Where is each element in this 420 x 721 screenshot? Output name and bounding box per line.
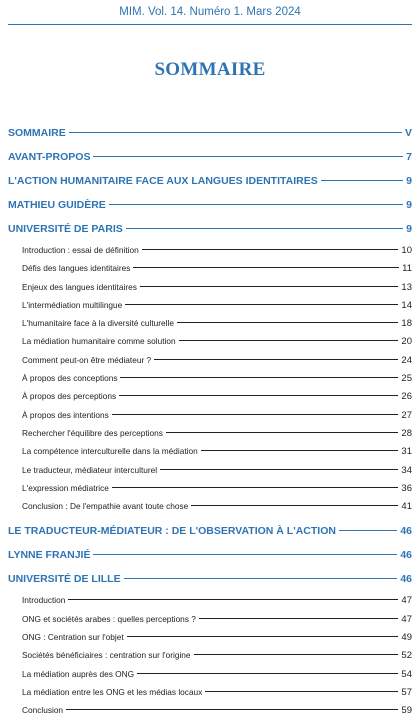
toc-entry-title: L'humanitaire face à la diversité culturelle <box>22 318 174 329</box>
toc-section-entry[interactable] <box>8 519 412 543</box>
toc-page-number: 36 <box>401 482 412 494</box>
toc-leader-line <box>201 450 399 451</box>
toc-leader-line <box>133 267 399 268</box>
toc-page-number: 14 <box>401 299 412 311</box>
toc-subsection-entry[interactable] <box>8 610 412 628</box>
toc-entry-title: Rechercher l'équilibre des perceptions <box>22 427 163 438</box>
toc-page-number: 49 <box>401 632 412 644</box>
toc-page-number: 18 <box>401 318 412 330</box>
toc-leader-line <box>199 618 399 619</box>
journal-header <box>8 0 412 25</box>
toc-section-entry[interactable] <box>8 121 412 145</box>
toc-section-entry[interactable] <box>8 543 412 567</box>
toc-subsection-entry[interactable] <box>8 646 412 664</box>
toc-page-number: 34 <box>401 464 412 476</box>
toc-page-number: 11 <box>402 263 412 275</box>
toc-leader-line <box>339 530 397 531</box>
toc-entry-title: L'intermédiation multilingue <box>22 299 123 310</box>
toc-page-number: 52 <box>401 650 412 662</box>
toc-leader-line <box>126 228 403 229</box>
toc-entry-title: Défis des langues identitaires <box>22 263 131 274</box>
toc-entry-title: À propos des intentions <box>22 409 109 420</box>
toc-entry-title: Enjeux des langues identitaires <box>22 281 137 292</box>
toc-page-number: 47 <box>401 613 412 625</box>
page-title: SOMMAIRE <box>154 59 266 80</box>
toc-subsection-entry[interactable] <box>8 701 412 719</box>
toc-subsection-entry[interactable] <box>8 351 412 369</box>
toc-leader-line <box>140 286 399 287</box>
toc-entry-title: Sociétés bénéficiaires : centration sur l'origine <box>22 650 191 661</box>
toc-entry-title: La compétence interculturelle dans la médiation <box>22 446 198 457</box>
toc-entry-title: Introduction : essai de définition <box>22 245 139 255</box>
toc-leader-line <box>68 599 398 600</box>
toc-leader-line <box>194 654 399 655</box>
toc-entry-title: À propos des perceptions <box>22 391 117 402</box>
toc-entry-title: Conclusion <box>22 705 64 716</box>
toc-leader-line <box>154 359 398 360</box>
toc-entry-title: Conclusion : De l'empathie avant toute chose <box>22 501 189 512</box>
toc-page-number: V <box>404 127 412 139</box>
toc-entry-title: L'expression médiatrice <box>22 482 109 493</box>
toc-page-number: 28 <box>401 427 412 439</box>
toc-leader-line <box>109 204 403 205</box>
toc-page-number: 59 <box>401 705 412 717</box>
toc-page-number: 9 <box>406 199 412 211</box>
toc-page-number: 9 <box>406 175 412 187</box>
toc-subsection-entry[interactable] <box>8 406 412 424</box>
toc-section-entry[interactable] <box>8 145 412 169</box>
toc-page-number: 27 <box>401 409 412 421</box>
toc-page-number: 9 <box>406 223 412 235</box>
toc-entry-title: UNIVERSITÉ DE LILLE <box>8 573 121 586</box>
toc-subsection-entry[interactable] <box>8 314 412 332</box>
toc-leader-line <box>160 469 398 470</box>
toc-subsection-entry[interactable] <box>8 241 412 259</box>
toc-page-number: 41 <box>401 501 412 513</box>
toc-page-number: 7 <box>406 151 412 163</box>
toc-entry-title: La médiation humanitaire comme solution <box>22 336 176 347</box>
toc-subsection-entry[interactable] <box>8 591 412 609</box>
toc-leader-line <box>69 132 402 133</box>
table-of-contents <box>8 121 412 720</box>
toc-leader-line <box>119 395 398 396</box>
toc-subsection-entry[interactable] <box>8 497 412 515</box>
toc-subsection-entry[interactable] <box>8 683 412 701</box>
toc-entry-title: À propos des conceptions <box>22 373 118 384</box>
toc-page-number: 24 <box>401 354 412 366</box>
toc-page-number: 54 <box>401 668 412 680</box>
toc-section-entry[interactable] <box>8 193 412 217</box>
toc-leader-line <box>112 487 399 488</box>
toc-entry-title: AVANT-PROPOS <box>8 151 91 163</box>
toc-entry-title: MATHIEU GUIDÈRE <box>8 199 106 211</box>
toc-subsection-entry[interactable] <box>8 296 412 314</box>
toc-entry-title: LE TRADUCTEUR-MÉDIATEUR : DE L'OBSERVATION À L'ACTION <box>8 525 336 538</box>
toc-page-number: 31 <box>401 446 412 458</box>
toc-leader-line <box>66 709 398 710</box>
toc-entry-title: ONG et sociétés arabes : quelles perceptions ? <box>22 613 196 624</box>
toc-entry-title: La médiation entre les ONG et les médias locaux <box>22 686 203 697</box>
toc-entry-title: Comment peut-on être médiateur ? <box>22 354 152 365</box>
toc-page-number: 57 <box>401 686 412 698</box>
toc-page-number: 46 <box>400 573 412 586</box>
toc-page-number: 25 <box>401 373 412 385</box>
toc-leader-line <box>191 505 398 506</box>
toc-entry-title: Le traducteur, médiateur interculturel <box>22 464 158 475</box>
toc-leader-line <box>93 156 403 157</box>
toc-leader-line <box>137 673 398 674</box>
toc-leader-line <box>93 554 397 555</box>
toc-subsection-entry[interactable] <box>8 461 412 479</box>
toc-subsection-entry[interactable] <box>8 332 412 350</box>
toc-leader-line <box>120 377 398 378</box>
toc-leader-line <box>205 691 398 692</box>
toc-section-entry[interactable] <box>8 567 412 591</box>
toc-subsection-entry[interactable] <box>8 665 412 683</box>
toc-page-number: 26 <box>401 391 412 403</box>
toc-leader-line <box>142 249 399 250</box>
toc-entry-title: UNIVERSITÉ DE PARIS <box>8 223 123 235</box>
toc-leader-line <box>124 578 398 579</box>
toc-page-number: 47 <box>401 595 412 607</box>
toc-leader-line <box>321 180 403 181</box>
toc-leader-line <box>127 636 399 637</box>
toc-entry-title: SOMMAIRE <box>8 127 66 139</box>
toc-section-entry[interactable] <box>8 169 412 193</box>
toc-page-number: 10 <box>401 245 412 256</box>
toc-subsection-entry[interactable] <box>8 424 412 442</box>
toc-entry-title: Introduction <box>22 595 66 606</box>
journal-header-text: MIM. Vol. 14. Numéro 1. Mars 2024 <box>119 6 301 18</box>
toc-leader-line <box>166 432 399 433</box>
toc-leader-line <box>112 414 399 415</box>
toc-entry-title: La médiation auprès des ONG <box>22 668 135 679</box>
toc-subsection-entry[interactable] <box>8 259 412 277</box>
toc-subsection-entry[interactable] <box>8 369 412 387</box>
toc-subsection-entry[interactable] <box>8 278 412 296</box>
toc-leader-line <box>179 340 399 341</box>
toc-page-number: 20 <box>401 336 412 348</box>
toc-page-number: 46 <box>400 525 412 538</box>
toc-entry-title: L'ACTION HUMANITAIRE FACE AUX LANGUES IDENTITAIRES <box>8 175 318 187</box>
toc-subsection-entry[interactable] <box>8 387 412 405</box>
toc-entry-title: LYNNE FRANJIÉ <box>8 549 91 562</box>
toc-subsection-entry[interactable] <box>8 442 412 460</box>
toc-subsection-entry[interactable] <box>8 479 412 497</box>
toc-section-entry[interactable] <box>8 217 412 241</box>
toc-leader-line <box>177 322 398 323</box>
toc-page-number: 46 <box>400 549 412 562</box>
toc-leader-line <box>125 304 398 305</box>
toc-entry-title: ONG : Centration sur l'objet <box>22 632 124 643</box>
toc-page-number: 13 <box>401 281 412 293</box>
toc-subsection-entry[interactable] <box>8 628 412 646</box>
